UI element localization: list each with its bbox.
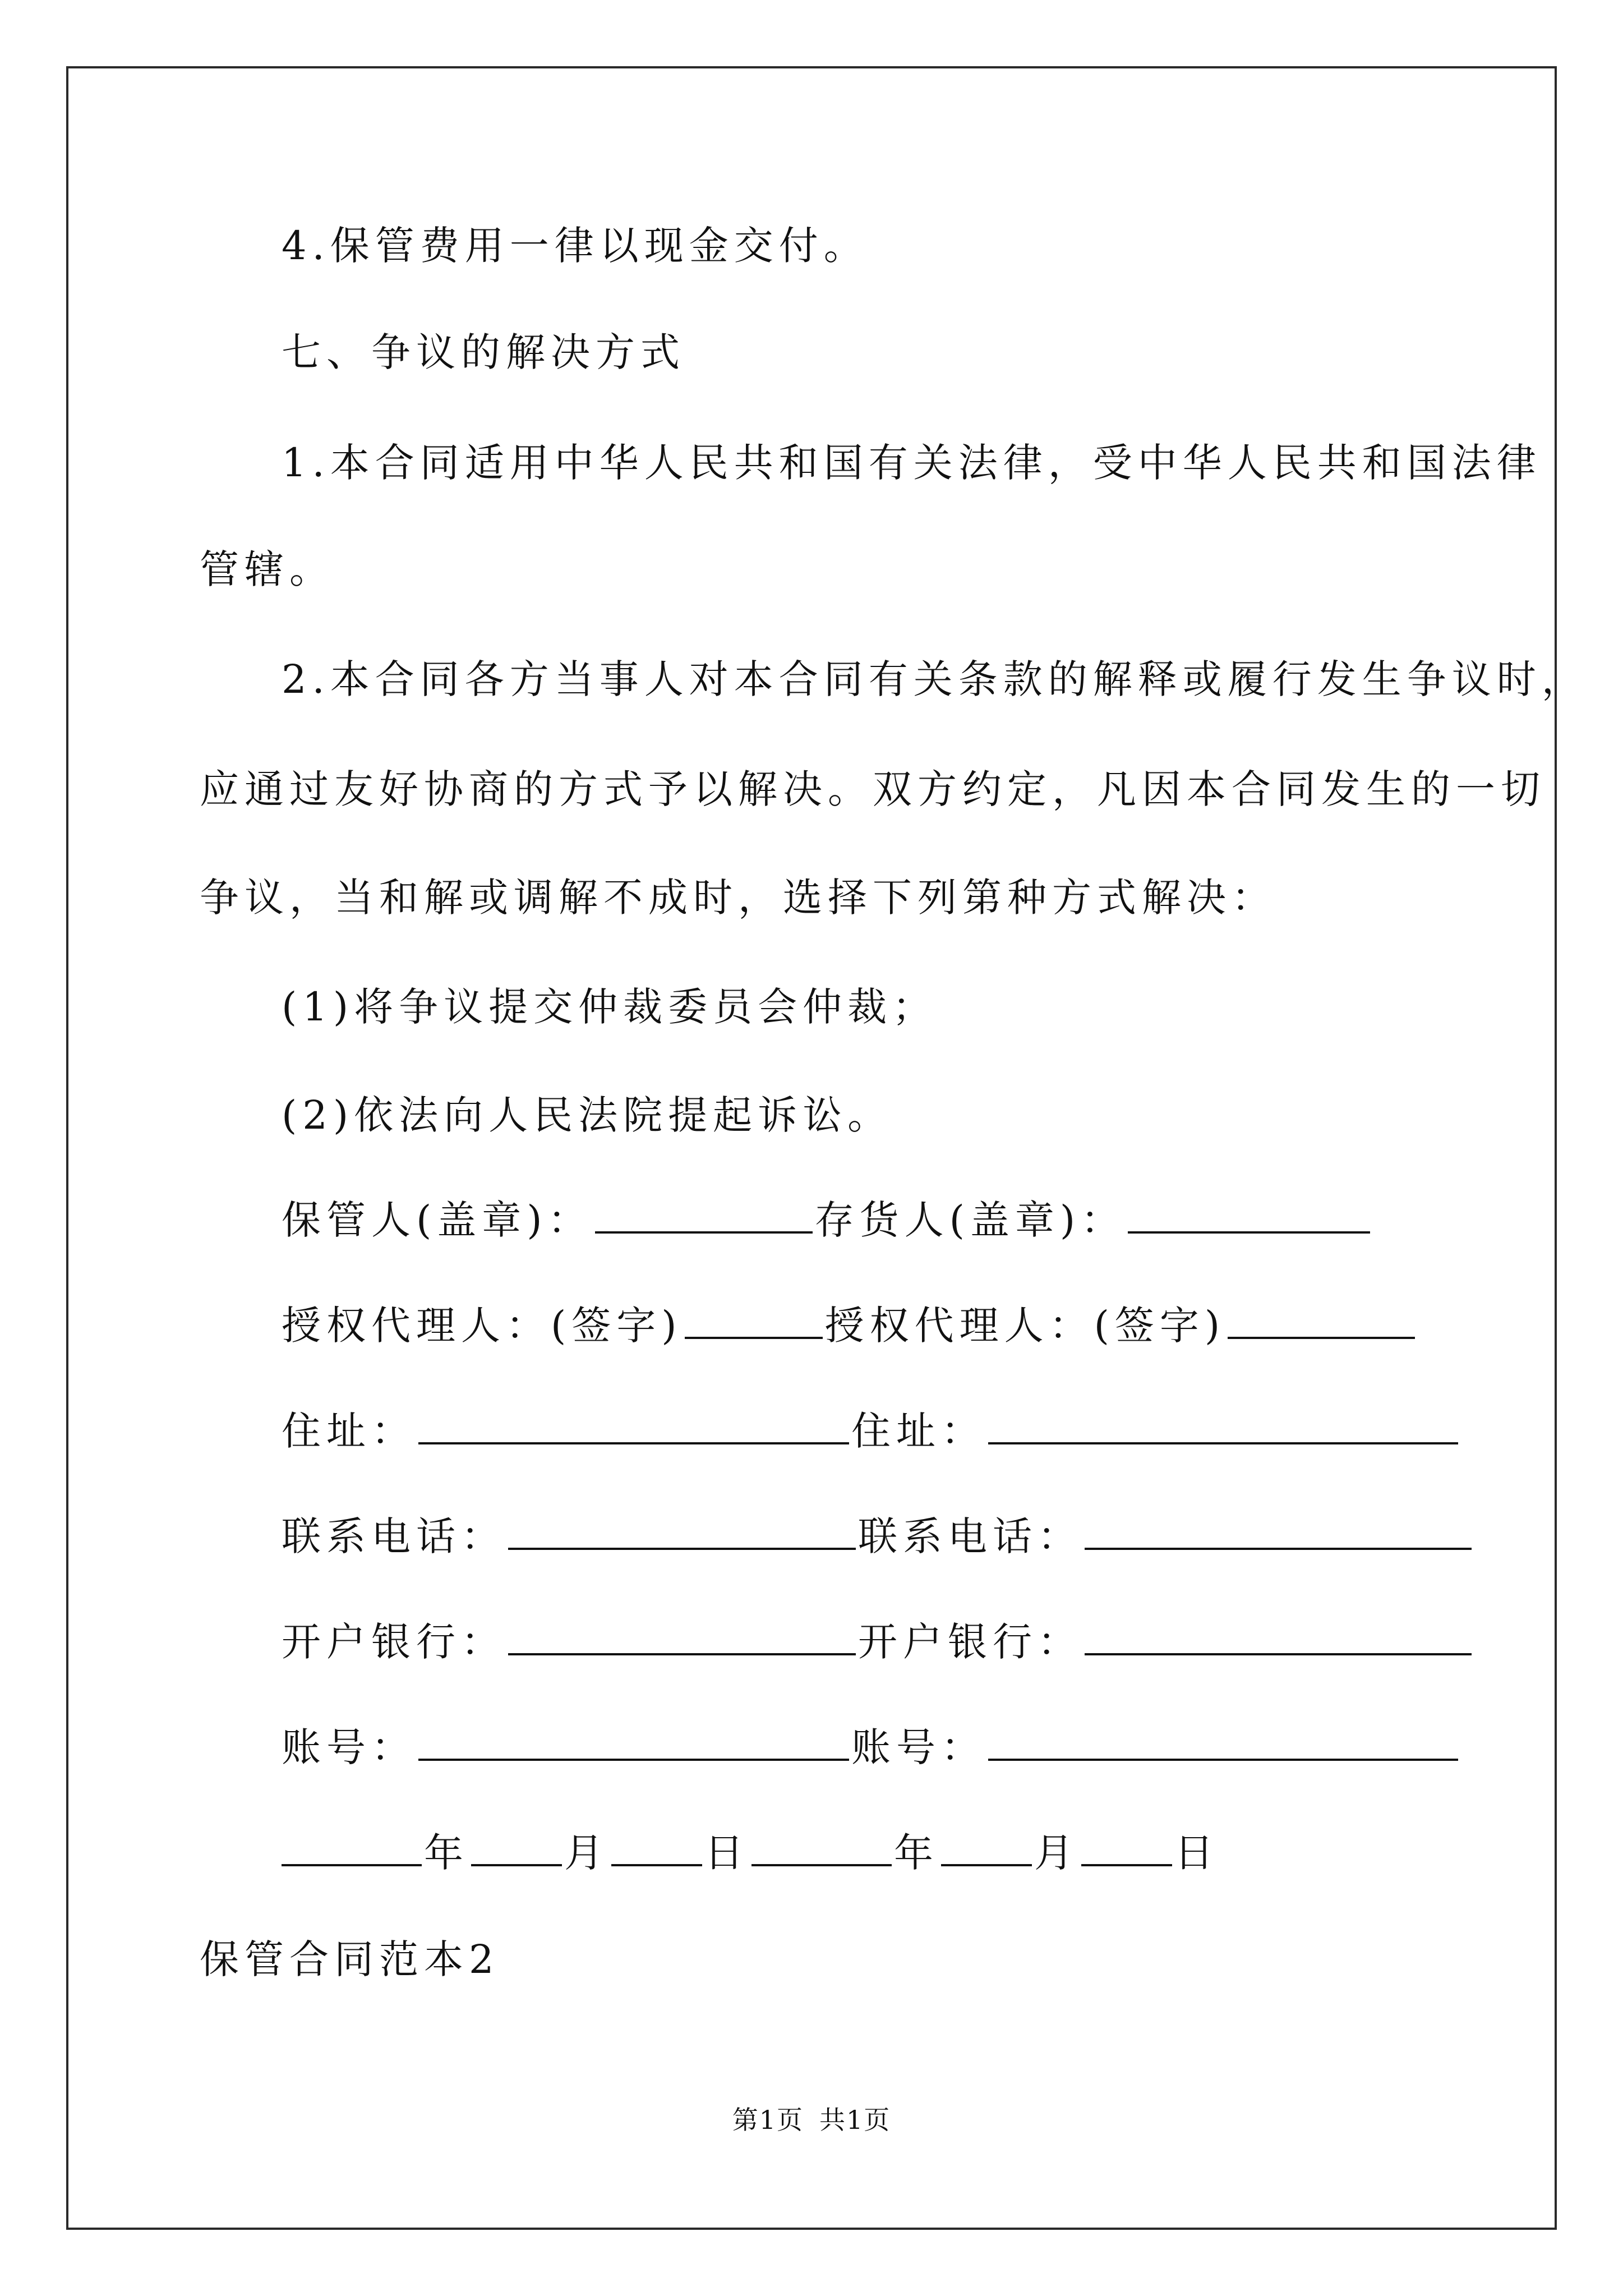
next-section-title: 保管合同范本2 [200, 1936, 500, 1982]
bank-right-label: 开户银行： [858, 1619, 1082, 1665]
phone-left-blank [508, 1512, 856, 1550]
page-footer [0, 2100, 1623, 2137]
date-left-year-blank [282, 1828, 422, 1866]
page-total: 共1页 [819, 2105, 891, 2135]
date-right-month-blank [941, 1828, 1032, 1866]
address-right-blank [988, 1406, 1458, 1444]
clause-dispute-line2: 应通过友好协商的方式予以解决。双方约定，凡因本合同发生的一切 [200, 766, 1546, 812]
depositor-seal-blank [1128, 1195, 1370, 1234]
option-litigation: (2)依法向人民法院提起诉讼。 [282, 1092, 893, 1138]
phone-right-blank [1085, 1512, 1472, 1550]
page-border [66, 66, 1557, 2230]
signature-address-row [282, 1406, 1460, 1456]
date-right-year-blank [751, 1828, 892, 1866]
clause-dispute-line3: 争议，当和解或调解不成时，选择下列第种方式解决： [200, 875, 1276, 921]
date-right-day-blank [1081, 1828, 1172, 1866]
depositor-seal-label: 存货人(盖章)： [814, 1197, 1126, 1243]
agent-left-blank [685, 1301, 823, 1339]
phone-right-label: 联系电话： [858, 1513, 1082, 1559]
date-right-month-label: 月 [1034, 1830, 1079, 1876]
date-left-month-label: 月 [564, 1830, 609, 1876]
page-number: 第1页 [732, 2105, 804, 2135]
agent-right-label: 授权代理人：(签字) [824, 1303, 1226, 1349]
address-left-blank [418, 1406, 849, 1444]
clause-payment-cash: 4.保管费用一律以现金交付。 [282, 223, 869, 269]
custodian-seal-blank [595, 1195, 813, 1234]
option-arbitration: (1)将争议提交仲裁委员会仲裁； [282, 984, 938, 1030]
signature-seal-row [282, 1195, 1372, 1245]
date-left-day-blank [611, 1828, 702, 1866]
phone-left-label: 联系电话： [282, 1513, 506, 1559]
signature-phone-row [282, 1511, 1474, 1562]
address-right-label: 住址： [851, 1408, 986, 1454]
signature-agent-row [282, 1300, 1417, 1351]
signature-account-row [282, 1722, 1460, 1773]
signature-date-row [282, 1828, 1219, 1878]
account-left-blank [418, 1723, 849, 1761]
bank-right-blank [1085, 1617, 1472, 1655]
bank-left-label: 开户银行： [282, 1619, 506, 1665]
clause-applicable-law-line2: 管辖。 [200, 546, 334, 592]
date-right-year-label: 年 [894, 1830, 939, 1876]
custodian-seal-label: 保管人(盖章)： [282, 1197, 593, 1243]
date-left-year-label: 年 [424, 1830, 469, 1876]
date-right-day-label: 日 [1174, 1830, 1219, 1876]
agent-right-blank [1228, 1301, 1415, 1339]
agent-left-label: 授权代理人：(签字) [282, 1303, 683, 1349]
section-heading-dispute: 七、争议的解决方式 [282, 329, 685, 375]
date-left-month-blank [471, 1828, 562, 1866]
clause-applicable-law-line1: 1.本合同适用中华人民共和国有关法律，受中华人民共和国法律 [282, 440, 1542, 486]
signature-bank-row [282, 1617, 1474, 1667]
clause-dispute-line1: 2.本合同各方当事人对本合同有关条款的解释或履行发生争议时， [282, 656, 1587, 702]
account-right-blank [988, 1723, 1458, 1761]
bank-left-blank [508, 1617, 856, 1655]
date-left-day-label: 日 [704, 1830, 749, 1876]
account-left-label: 账号： [282, 1724, 416, 1770]
account-right-label: 账号： [851, 1724, 986, 1770]
address-left-label: 住址： [282, 1408, 416, 1454]
